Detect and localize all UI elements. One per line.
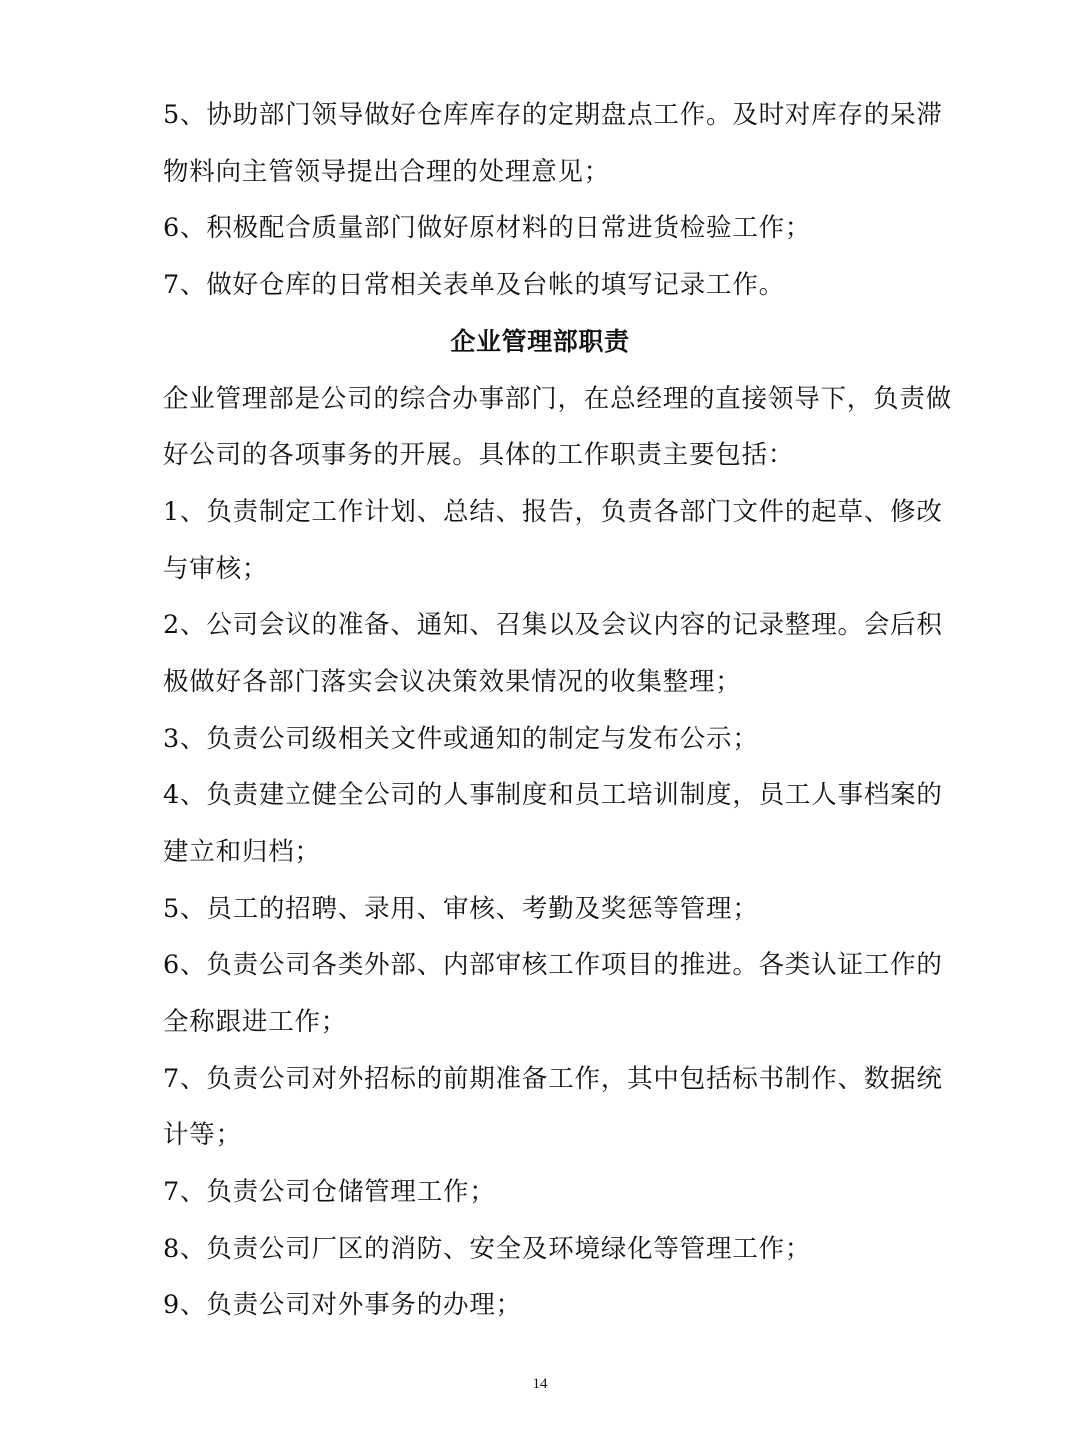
page-number: 14 (532, 1376, 548, 1392)
text-line: 5、员工的招聘、录用、审核、考勤及奖惩等管理； (163, 894, 759, 924)
text-line: 2、公司会议的准备、通知、召集以及会议内容的记录整理。会后积 (163, 610, 943, 640)
text-line: 7、负责公司仓储管理工作； (163, 1177, 496, 1207)
text-line: 6、负责公司各类外部、内部审核工作项目的推进。各类认证工作的 (163, 950, 943, 980)
text-line: 5、协助部门领导做好仓库库存的定期盘点工作。及时对库存的呆滞 (163, 100, 943, 130)
text-line: 6、积极配合质量部门做好原材料的日常进货检验工作； (163, 213, 812, 243)
text-line: 7、做好仓库的日常相关表单及台帐的填写记录工作。 (163, 270, 785, 300)
text-line: 企业管理部是公司的综合办事部门，在总经理的直接领导下，负责做 (163, 384, 953, 414)
text-line: 3、负责公司级相关文件或通知的制定与发布公示； (163, 724, 759, 754)
text-line: 全称跟进工作； (163, 1007, 348, 1037)
text-line: 4、负责建立健全公司的人事制度和员工培训制度，员工人事档案的 (163, 780, 943, 810)
text-line: 8、负责公司厂区的消防、安全及环境绿化等管理工作； (163, 1234, 812, 1264)
text-line: 7、负责公司对外招标的前期准备工作，其中包括标书制作、数据统 (163, 1064, 943, 1094)
section-heading: 企业管理部职责 (450, 327, 630, 356)
text-line: 与审核； (163, 554, 269, 584)
text-line: 好公司的各项事务的开展。具体的工作职责主要包括： (163, 440, 795, 470)
text-line: 建立和归档； (163, 837, 321, 867)
text-line: 物料向主管领导提出合理的处理意见； (163, 157, 611, 187)
text-line: 9、负责公司对外事务的办理； (163, 1290, 522, 1320)
text-line: 1、负责制定工作计划、总结、报告，负责各部门文件的起草、修改 (163, 497, 943, 527)
text-line: 计等； (163, 1120, 242, 1150)
text-line: 极做好各部门落实会议决策效果情况的收集整理； (163, 667, 742, 697)
